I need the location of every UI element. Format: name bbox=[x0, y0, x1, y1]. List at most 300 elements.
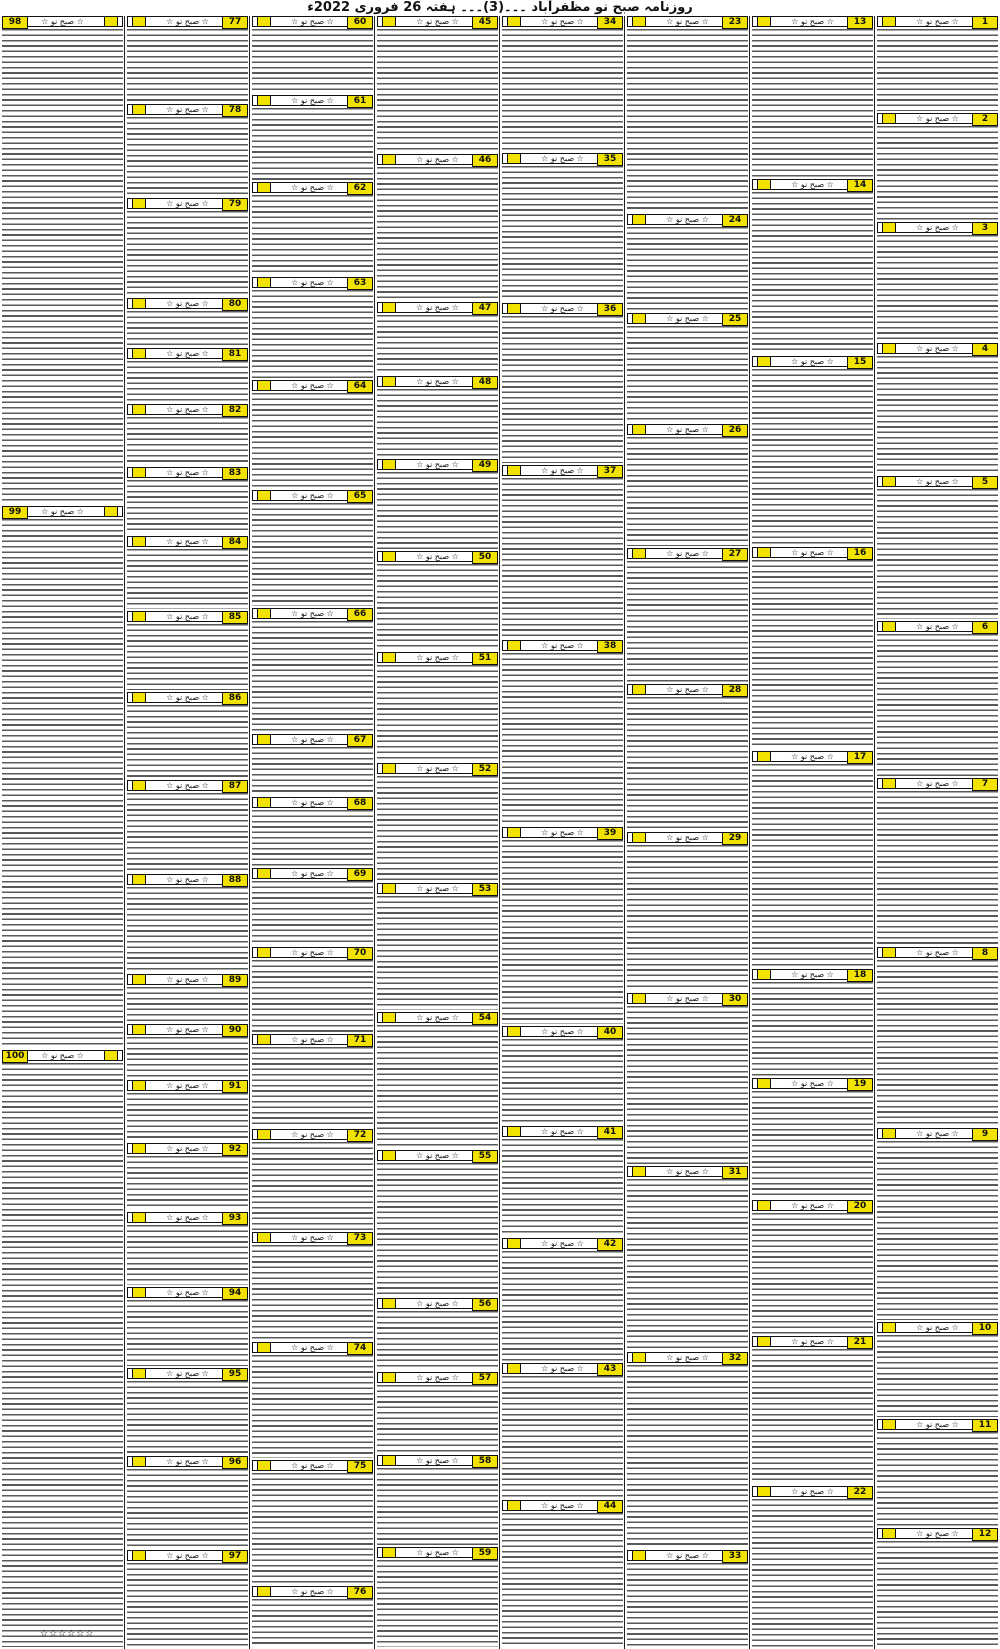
emblem-icon bbox=[632, 994, 646, 1003]
emblem-icon bbox=[132, 612, 146, 621]
notice-item bbox=[625, 214, 750, 313]
notice-item bbox=[750, 751, 875, 969]
notice-text-block bbox=[627, 326, 748, 422]
notice-label: ☆ صبح نو ☆ bbox=[291, 278, 334, 287]
emblem-icon bbox=[257, 948, 271, 957]
notice-label: ☆ صبح نو ☆ bbox=[291, 17, 334, 26]
emblem-icon bbox=[882, 344, 896, 353]
notice-label: ☆ صبح نو ☆ bbox=[291, 869, 334, 878]
notice-header bbox=[502, 827, 623, 838]
notice-item bbox=[375, 1547, 500, 1649]
notice-text-block bbox=[627, 29, 748, 212]
notice-number: 73 bbox=[347, 1232, 373, 1245]
notice-text-block bbox=[502, 478, 623, 638]
notice-label: ☆ صبح نو ☆ bbox=[666, 17, 709, 26]
notice-number: 6 bbox=[972, 621, 998, 634]
notice-label: ☆ صبح نو ☆ bbox=[791, 1201, 834, 1210]
notice-item bbox=[250, 380, 375, 490]
notice-label: ☆ صبح نو ☆ bbox=[416, 303, 459, 312]
notice-number: 93 bbox=[222, 1212, 248, 1225]
notice-text-block bbox=[502, 1376, 623, 1498]
notice-text-block bbox=[377, 665, 498, 761]
notice-header bbox=[127, 348, 248, 359]
emblem-icon bbox=[132, 468, 146, 477]
emblem-icon bbox=[382, 1548, 396, 1557]
notice-header bbox=[127, 1456, 248, 1467]
notice-number: 96 bbox=[222, 1456, 248, 1469]
notice-label: ☆ صبح نو ☆ bbox=[166, 1369, 209, 1378]
notice-number: 71 bbox=[347, 1034, 373, 1047]
emblem-icon bbox=[757, 180, 771, 189]
notice-header bbox=[877, 1128, 998, 1139]
notice-text-block bbox=[752, 369, 873, 545]
notice-number: 58 bbox=[472, 1455, 498, 1468]
notice-header bbox=[377, 652, 498, 663]
notice-header bbox=[502, 465, 623, 476]
notice-text-block bbox=[877, 126, 998, 220]
notice-header bbox=[377, 16, 498, 27]
notice-text-block bbox=[252, 960, 373, 1032]
emblem-icon bbox=[132, 1369, 146, 1378]
notice-label: ☆ صبح نو ☆ bbox=[416, 377, 459, 386]
notice-header bbox=[377, 1150, 498, 1161]
notice-label: ☆ صبح نو ☆ bbox=[166, 781, 209, 790]
notice-item bbox=[750, 1078, 875, 1200]
emblem-icon bbox=[632, 833, 646, 842]
notice-text-block bbox=[627, 1006, 748, 1164]
notice-text-block bbox=[627, 697, 748, 830]
notice-number: 77 bbox=[222, 16, 248, 29]
notice-label: ☆ صبح نو ☆ bbox=[541, 154, 584, 163]
notice-label: ☆ صبح نو ☆ bbox=[291, 1461, 334, 1470]
notice-header bbox=[502, 640, 623, 651]
notice-number: 24 bbox=[722, 214, 748, 227]
notice-item bbox=[125, 1550, 250, 1649]
notice-text-block bbox=[127, 624, 248, 690]
notice-header bbox=[127, 198, 248, 209]
notice-text-block bbox=[877, 1141, 998, 1320]
notice-number: 44 bbox=[597, 1500, 623, 1513]
notice-text-block bbox=[252, 1599, 373, 1647]
notice-header bbox=[627, 424, 748, 435]
notice-number: 60 bbox=[347, 16, 373, 29]
notice-header bbox=[252, 490, 373, 501]
notice-number: 50 bbox=[472, 551, 498, 564]
notice-text-block bbox=[377, 472, 498, 549]
notice-header bbox=[752, 969, 873, 980]
notice-number: 95 bbox=[222, 1368, 248, 1381]
notice-item bbox=[500, 1238, 625, 1363]
notice-label: ☆ صبح نو ☆ bbox=[916, 1529, 959, 1538]
notice-label: ☆ صبح نو ☆ bbox=[291, 1587, 334, 1596]
notice-item bbox=[125, 1287, 250, 1368]
notice-text-block bbox=[127, 117, 248, 196]
notice-header bbox=[127, 1287, 248, 1298]
notice-header bbox=[252, 797, 373, 808]
notice-item bbox=[125, 1456, 250, 1550]
notice-item bbox=[125, 1024, 250, 1080]
notice-number: 49 bbox=[472, 459, 498, 472]
notice-item bbox=[750, 1200, 875, 1336]
notice-header bbox=[377, 763, 498, 774]
notice-number: 33 bbox=[722, 1550, 748, 1563]
notice-text-block bbox=[752, 1349, 873, 1484]
notice-label: ☆ صبح نو ☆ bbox=[916, 1323, 959, 1332]
notice-number: 94 bbox=[222, 1287, 248, 1300]
notice-number: 86 bbox=[222, 692, 248, 705]
emblem-icon bbox=[257, 183, 271, 192]
notice-text-block bbox=[127, 887, 248, 972]
notice-header bbox=[877, 1419, 998, 1430]
notice-label: ☆ صبح نو ☆ bbox=[541, 17, 584, 26]
notice-item bbox=[625, 1550, 750, 1649]
notice-header bbox=[252, 182, 373, 193]
emblem-icon bbox=[757, 17, 771, 26]
notice-item bbox=[625, 1352, 750, 1550]
notice-number: 72 bbox=[347, 1129, 373, 1142]
notice-header bbox=[377, 1455, 498, 1466]
notice-text-block bbox=[127, 793, 248, 872]
notice-item bbox=[625, 16, 750, 214]
emblem-icon bbox=[507, 1127, 521, 1136]
notice-header bbox=[252, 1129, 373, 1140]
emblem-icon bbox=[882, 223, 896, 232]
emblem-icon bbox=[507, 1364, 521, 1373]
notice-header bbox=[127, 1212, 248, 1223]
notice-header bbox=[252, 95, 373, 106]
emblem-icon bbox=[132, 975, 146, 984]
notice-text-block bbox=[877, 960, 998, 1126]
notice-item bbox=[375, 1455, 500, 1547]
notice-number: 91 bbox=[222, 1080, 248, 1093]
notice-item bbox=[750, 1486, 875, 1649]
notice-item bbox=[250, 947, 375, 1034]
notice-text-block bbox=[627, 561, 748, 682]
notice-number: 67 bbox=[347, 734, 373, 747]
notice-number: 17 bbox=[847, 751, 873, 764]
notice-header bbox=[877, 113, 998, 124]
emblem-icon bbox=[757, 1487, 771, 1496]
emblem-icon bbox=[757, 1079, 771, 1088]
notice-number: 47 bbox=[472, 302, 498, 315]
notice-item bbox=[250, 797, 375, 868]
notice-label: ☆ صبح نو ☆ bbox=[666, 1353, 709, 1362]
notice-header bbox=[127, 692, 248, 703]
emblem-icon bbox=[104, 17, 118, 26]
notice-label: ☆ صبح نو ☆ bbox=[166, 975, 209, 984]
notice-text-block bbox=[377, 167, 498, 300]
notice-header bbox=[502, 16, 623, 27]
notice-item bbox=[500, 1026, 625, 1126]
notice-number: 16 bbox=[847, 547, 873, 560]
notice-number: 84 bbox=[222, 536, 248, 549]
notice-number: 9 bbox=[972, 1128, 998, 1141]
notice-item bbox=[875, 1419, 1000, 1528]
notice-text-block bbox=[502, 29, 623, 151]
notice-header bbox=[627, 1352, 748, 1363]
column-3 bbox=[625, 16, 750, 1649]
notice-number: 37 bbox=[597, 465, 623, 478]
emblem-icon bbox=[882, 477, 896, 486]
notice-number: 18 bbox=[847, 969, 873, 982]
emblem-icon bbox=[507, 1501, 521, 1510]
notice-label: ☆ صبح نو ☆ bbox=[166, 693, 209, 702]
emblem-icon bbox=[382, 377, 396, 386]
notice-header bbox=[127, 611, 248, 622]
newspaper-sheet bbox=[0, 16, 1000, 1649]
notice-text-block bbox=[377, 389, 498, 457]
notice-label: ☆ صبح نو ☆ bbox=[166, 1457, 209, 1466]
notice-header bbox=[752, 1336, 873, 1347]
notice-label: ☆ صبح نو ☆ bbox=[666, 1551, 709, 1560]
emblem-icon bbox=[257, 17, 271, 26]
emblem-icon bbox=[507, 828, 521, 837]
emblem-icon bbox=[507, 304, 521, 313]
notice-item bbox=[375, 1150, 500, 1298]
notice-text-block bbox=[752, 29, 873, 177]
notice-number: 22 bbox=[847, 1486, 873, 1499]
notice-number: 8 bbox=[972, 947, 998, 960]
notice-item bbox=[250, 1129, 375, 1232]
notice-header bbox=[502, 1500, 623, 1511]
notice-text-block bbox=[502, 653, 623, 825]
notice-text-block bbox=[502, 840, 623, 1024]
notice-item bbox=[125, 692, 250, 780]
notice-header bbox=[2, 16, 123, 27]
notice-header bbox=[627, 684, 748, 695]
notice-number: 42 bbox=[597, 1238, 623, 1251]
notice-item bbox=[375, 883, 500, 1012]
notice-label: ☆ صبح نو ☆ bbox=[666, 549, 709, 558]
notice-text-block bbox=[377, 1468, 498, 1545]
notice-label: ☆ صبح نو ☆ bbox=[791, 1487, 834, 1496]
notice-label: ☆ صبح نو ☆ bbox=[291, 96, 334, 105]
notice-number: 2 bbox=[972, 113, 998, 126]
notice-label: ☆ صبح نو ☆ bbox=[291, 1130, 334, 1139]
notice-number: 68 bbox=[347, 797, 373, 810]
notice-header bbox=[377, 459, 498, 470]
notice-header bbox=[502, 1126, 623, 1137]
emblem-icon bbox=[632, 314, 646, 323]
notice-item bbox=[125, 780, 250, 874]
notice-header bbox=[252, 1232, 373, 1243]
notice-header bbox=[127, 16, 248, 27]
notice-label: ☆ صبح نو ☆ bbox=[916, 779, 959, 788]
notice-text-block bbox=[502, 1039, 623, 1124]
notice-header bbox=[877, 476, 998, 487]
notice-number: 62 bbox=[347, 182, 373, 195]
notice-number: 7 bbox=[972, 778, 998, 791]
notice-item bbox=[125, 1368, 250, 1456]
column-rule bbox=[124, 16, 125, 1649]
notice-number: 83 bbox=[222, 467, 248, 480]
notice-text-block bbox=[127, 311, 248, 346]
column-rule bbox=[624, 16, 625, 1649]
notice-header bbox=[127, 974, 248, 985]
notice-text-block bbox=[252, 810, 373, 866]
notice-label: ☆ صبح نو ☆ bbox=[41, 1051, 84, 1060]
notice-text-block bbox=[377, 896, 498, 1010]
emblem-icon bbox=[132, 1288, 146, 1297]
notice-item bbox=[125, 974, 250, 1024]
emblem-icon bbox=[132, 299, 146, 308]
notice-item bbox=[875, 113, 1000, 222]
notice-header bbox=[127, 1143, 248, 1154]
notice-number: 98 bbox=[2, 16, 28, 29]
notice-label: ☆ صبح نو ☆ bbox=[166, 199, 209, 208]
notice-header bbox=[877, 947, 998, 958]
notice-number: 12 bbox=[972, 1528, 998, 1541]
notice-item bbox=[375, 154, 500, 302]
notice-label: ☆ صبح نو ☆ bbox=[166, 1551, 209, 1560]
notice-header bbox=[377, 302, 498, 313]
notice-item bbox=[375, 302, 500, 376]
emblem-icon bbox=[132, 1551, 146, 1560]
emblem-icon bbox=[132, 199, 146, 208]
emblem-icon bbox=[257, 1233, 271, 1242]
notice-text-block bbox=[127, 1300, 248, 1366]
notice-number: 74 bbox=[347, 1342, 373, 1355]
emblem-icon bbox=[632, 685, 646, 694]
notice-item bbox=[500, 303, 625, 465]
notice-label: ☆ صبح نو ☆ bbox=[916, 114, 959, 123]
notice-item bbox=[625, 832, 750, 993]
notice-item bbox=[500, 1363, 625, 1500]
notice-item bbox=[500, 16, 625, 153]
notice-label: ☆ صبح نو ☆ bbox=[541, 1364, 584, 1373]
notice-label: ☆ صبح نو ☆ bbox=[666, 1167, 709, 1176]
notice-text-block bbox=[127, 1381, 248, 1454]
notice-header bbox=[877, 621, 998, 632]
emblem-icon bbox=[632, 549, 646, 558]
notice-label: ☆ صبح نو ☆ bbox=[416, 1013, 459, 1022]
notice-text-block bbox=[752, 1213, 873, 1334]
notice-label: ☆ صبح نو ☆ bbox=[291, 1343, 334, 1352]
emblem-icon bbox=[257, 1461, 271, 1470]
notice-item bbox=[250, 608, 375, 734]
notice-header bbox=[752, 1078, 873, 1089]
notice-item bbox=[750, 16, 875, 179]
notice-text-block bbox=[877, 235, 998, 341]
notice-item bbox=[250, 1034, 375, 1129]
emblem-icon bbox=[382, 1373, 396, 1382]
notice-header bbox=[502, 303, 623, 314]
notice-number: 23 bbox=[722, 16, 748, 29]
notice-item bbox=[875, 1128, 1000, 1322]
emblem-icon bbox=[382, 155, 396, 164]
notice-text-block bbox=[127, 1469, 248, 1548]
notice-item bbox=[250, 1232, 375, 1342]
notice-item bbox=[0, 1050, 125, 1649]
notice-text-block bbox=[377, 776, 498, 881]
emblem-icon bbox=[257, 381, 271, 390]
emblem-icon bbox=[257, 1130, 271, 1139]
notice-text-block bbox=[877, 489, 998, 619]
emblem-icon bbox=[132, 17, 146, 26]
notice-text-block bbox=[877, 1335, 998, 1417]
notice-number: 59 bbox=[472, 1547, 498, 1560]
notice-item bbox=[250, 182, 375, 277]
notice-header bbox=[127, 104, 248, 115]
notice-header bbox=[127, 874, 248, 885]
notice-label: ☆ صبح نو ☆ bbox=[166, 1025, 209, 1034]
notice-header bbox=[252, 1342, 373, 1353]
notice-text-block bbox=[377, 1560, 498, 1647]
notice-text-block bbox=[627, 1365, 748, 1548]
notice-header bbox=[252, 1034, 373, 1045]
notice-number: 43 bbox=[597, 1363, 623, 1376]
notice-number: 69 bbox=[347, 868, 373, 881]
notice-item bbox=[750, 356, 875, 547]
notice-label: ☆ صبح نو ☆ bbox=[916, 344, 959, 353]
emblem-icon bbox=[132, 1144, 146, 1153]
notice-number: 55 bbox=[472, 1150, 498, 1163]
notice-item bbox=[375, 652, 500, 763]
notice-header bbox=[627, 548, 748, 559]
notice-label: ☆ صبح نو ☆ bbox=[916, 477, 959, 486]
emblem-icon bbox=[757, 548, 771, 557]
notice-header bbox=[502, 1363, 623, 1374]
notice-number: 64 bbox=[347, 380, 373, 393]
notice-item bbox=[250, 95, 375, 182]
notice-item bbox=[750, 969, 875, 1078]
notice-text-block bbox=[752, 764, 873, 967]
notice-number: 1 bbox=[972, 16, 998, 29]
notice-item bbox=[375, 551, 500, 652]
notice-number: 85 bbox=[222, 611, 248, 624]
notice-item bbox=[250, 1460, 375, 1586]
notice-text-block bbox=[127, 549, 248, 609]
notice-text-block bbox=[377, 1025, 498, 1148]
notice-label: ☆ صبح نو ☆ bbox=[666, 994, 709, 1003]
notice-label: ☆ صبح نو ☆ bbox=[166, 17, 209, 26]
notice-item bbox=[750, 179, 875, 356]
notice-item bbox=[750, 547, 875, 751]
notice-header bbox=[127, 404, 248, 415]
notice-item bbox=[625, 1166, 750, 1352]
notice-text-block bbox=[752, 560, 873, 749]
notice-number: 27 bbox=[722, 548, 748, 561]
notice-label: ☆ صبح نو ☆ bbox=[166, 405, 209, 414]
notice-text-block bbox=[377, 315, 498, 374]
notice-number: 63 bbox=[347, 277, 373, 290]
notice-header bbox=[252, 380, 373, 391]
notice-label: ☆ صبح نو ☆ bbox=[416, 1373, 459, 1382]
notice-header bbox=[127, 1024, 248, 1035]
column-1 bbox=[875, 16, 1000, 1649]
masthead: روزنامہ صبح نو مظفرآباد ۔۔۔(3)۔۔۔ ہفتہ 26 فروری 2022ء bbox=[307, 0, 693, 15]
notice-header bbox=[377, 154, 498, 165]
notice-label: ☆ صبح نو ☆ bbox=[541, 641, 584, 650]
notice-text-block bbox=[377, 1163, 498, 1296]
notice-item bbox=[125, 611, 250, 692]
emblem-icon bbox=[257, 491, 271, 500]
notice-label: ☆ صبح نو ☆ bbox=[416, 653, 459, 662]
notice-header bbox=[377, 376, 498, 387]
notice-header bbox=[377, 1547, 498, 1558]
notice-item bbox=[500, 153, 625, 303]
notice-label: ☆ صبح نو ☆ bbox=[791, 548, 834, 557]
notice-text-block bbox=[252, 195, 373, 275]
notice-label: ☆ صبح نو ☆ bbox=[916, 948, 959, 957]
emblem-icon bbox=[882, 779, 896, 788]
emblem-icon bbox=[382, 17, 396, 26]
notice-text-block bbox=[752, 1499, 873, 1647]
notice-number: 53 bbox=[472, 883, 498, 896]
notice-header bbox=[627, 313, 748, 324]
notice-text-block bbox=[127, 987, 248, 1022]
notice-number: 92 bbox=[222, 1143, 248, 1156]
